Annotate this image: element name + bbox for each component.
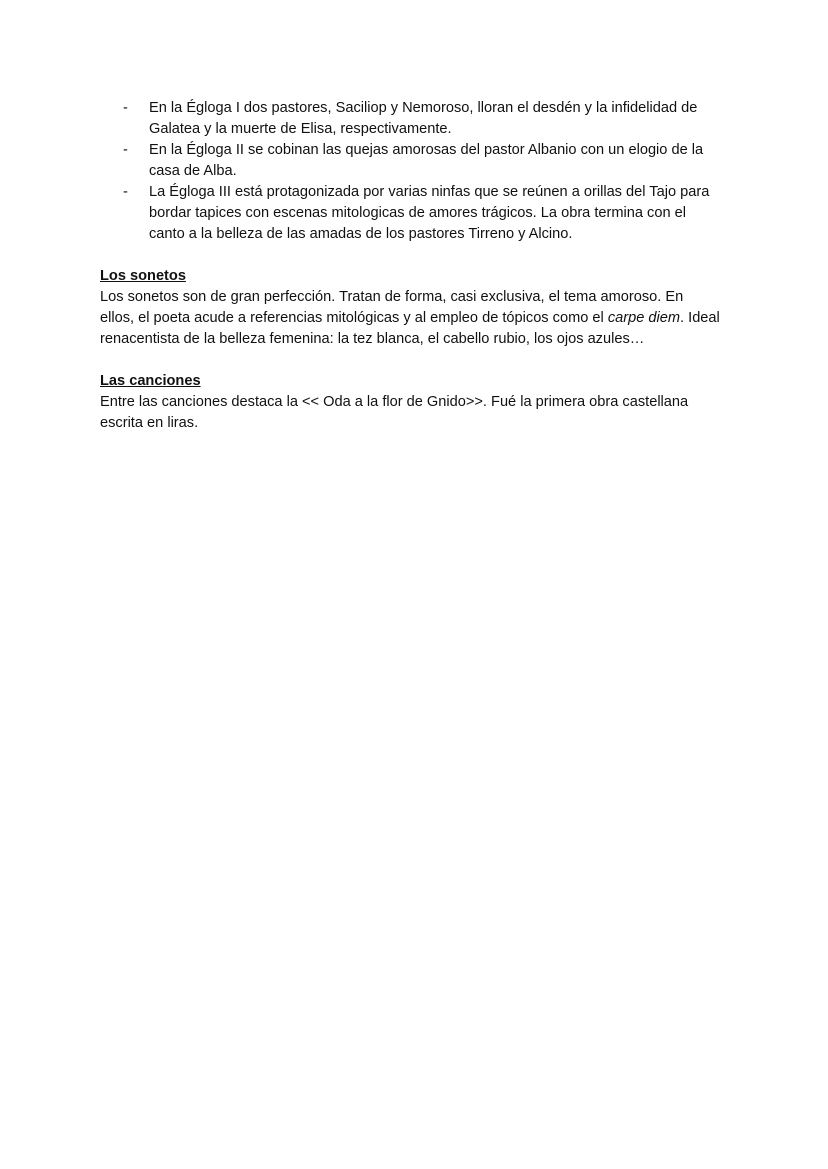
egloga-3-text: La Égloga III está protagonizada por varias ninfas que se reúnen a orillas del Tajo para bordar tapices con escenas mitologicas de amores trágicos. La obra termina con el canto a la belleza de las amadas de los pastores Tirreno y Alcino. — [149, 184, 710, 242]
sonetos-paragraph — [100, 287, 720, 350]
egloga-1-text: En la Égloga I dos pastores, Saciliop y Nemoroso, lloran el desdén y la infidelidad de Galatea y la muerte de Elisa, respectivamente. — [149, 100, 698, 137]
egloga-2-text: En la Égloga II se cobinan las quejas amorosas del pastor Albanio con un elogio de la casa de Alba. — [149, 142, 704, 179]
list-item — [100, 182, 719, 245]
sonetos-emphasis: carpe diem — [607, 310, 681, 326]
bullet-dash: - — [123, 142, 128, 158]
canciones-section — [100, 371, 728, 434]
bullet-dash: - — [123, 100, 128, 116]
list-item — [100, 98, 719, 140]
canciones-heading: Las canciones — [100, 373, 201, 389]
list-item — [100, 140, 719, 182]
sonetos-section — [100, 266, 728, 350]
eglogas-list — [100, 98, 728, 245]
sonetos-text-after: . Ideal renacentista de la belleza femenina: la tez blanca, el cabello rubio, los ojos azules… — [100, 310, 720, 347]
bullet-dash: - — [123, 184, 128, 200]
sonetos-heading: Los sonetos — [100, 268, 186, 284]
sonetos-text-before: Los sonetos son de gran perfección. Tratan de forma, casi exclusiva, el tema amoroso. En ellos, el poeta acude a referencias mitológicas y al empleo de tópicos como el — [100, 289, 684, 326]
canciones-paragraph: Entre las canciones destaca la << Oda a la flor de Gnido>>. Fué la primera obra castellana escrita en liras. — [100, 394, 689, 431]
